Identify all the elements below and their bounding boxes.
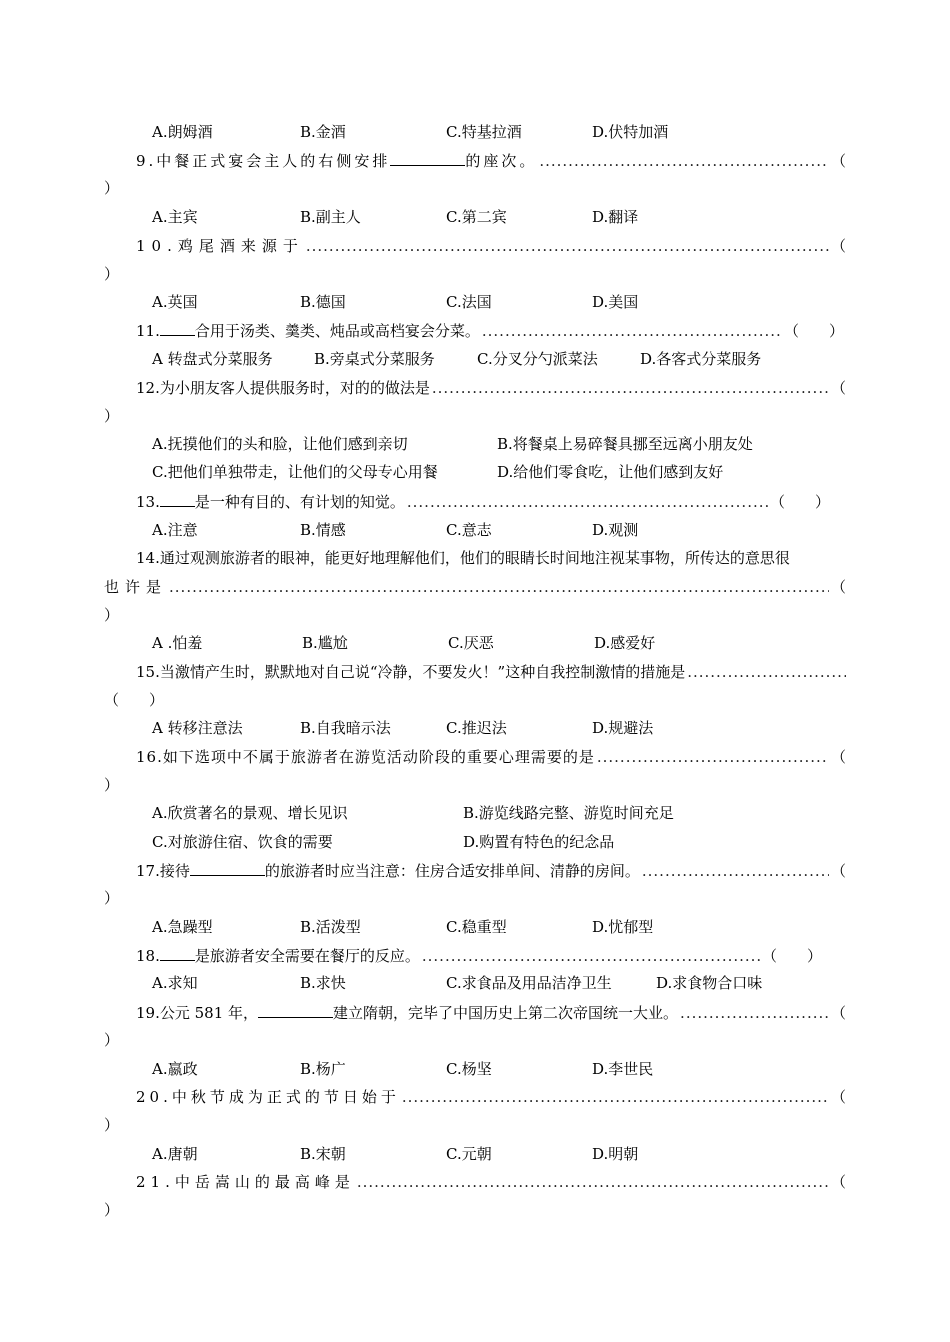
q9-blank (390, 150, 465, 166)
q14-text-line2: 也许是 (104, 578, 168, 596)
q16-option-a: A.欣赏著名的景观、增长见识 (152, 804, 348, 822)
q11-option-c: C.分叉分勺派菜法 (477, 350, 598, 368)
q19-option-d: D.李世民 (592, 1060, 654, 1078)
q18-leader (422, 946, 760, 966)
q19-option-b: B.杨广 (300, 1060, 346, 1078)
q19-option-a: A.嬴政 (152, 1060, 198, 1078)
q12-option-a: A.抚摸他们的头和脸，让他们感到亲切 (152, 435, 408, 453)
q14-leader (169, 577, 829, 597)
q16-option-b: B.游览线路完整、游览时间充足 (463, 804, 674, 822)
q20-text: 20.中秋节成为正式的节日始于 (136, 1088, 400, 1106)
q15-option-c: C.推迟法 (446, 719, 507, 737)
q17-paren-close: ） (104, 889, 120, 907)
q11-paren: （ ） (783, 322, 844, 340)
q17-blank (190, 860, 265, 876)
q19-paren-close: ） (104, 1031, 120, 1049)
q20-option-a: A.唐朝 (152, 1145, 198, 1163)
q11-option-d: D.各客式分菜服务 (640, 350, 762, 368)
q21-leader (357, 1172, 829, 1192)
q19-text: 19.公元 581 年， 建立隋朝，完毕了中国历史上第二次帝国统一大业。 (136, 1004, 679, 1022)
q12-paren-open: （ (830, 379, 846, 397)
q9-question (136, 150, 846, 170)
q12-option-c: C.把他们单独带走，让他们的父母专心用餐 (152, 463, 438, 481)
q15-question (136, 662, 848, 682)
q19-option-c: C.杨坚 (446, 1060, 492, 1078)
q21-text: 21.中岳嵩山的最高峰是 (136, 1173, 355, 1191)
q12-leader (432, 378, 829, 398)
q9-paren-open: （ (830, 152, 846, 170)
q18-blank (160, 945, 195, 961)
q12-option-b: B.将餐桌上易碎餐具挪至远离小朋友处 (497, 435, 753, 453)
q11-leader (482, 321, 782, 341)
q15-option-d: D.规避法 (592, 719, 654, 737)
q11-blank (160, 320, 195, 336)
q14-option-a: A .怕羞 (152, 634, 203, 652)
q17-option-a: A.急躁型 (152, 918, 213, 936)
q17-option-d: D.忧郁型 (592, 918, 654, 936)
q14-paren-close: ） (104, 606, 120, 624)
q13-blank (160, 491, 195, 507)
q16-paren-close: ） (104, 776, 120, 794)
q13-option-b: B.情感 (300, 521, 346, 539)
q8-option-c: C.特基拉酒 (446, 123, 522, 141)
q13-option-a: A.注意 (152, 521, 198, 539)
q17-option-c: C.稳重型 (446, 918, 507, 936)
q18-option-d: D.求食物合口味 (656, 974, 763, 992)
q12-question (136, 378, 846, 398)
q10-leader (306, 236, 829, 256)
q18-option-c: C.求食品及用品洁净卫生 (446, 974, 612, 992)
q13-leader (407, 492, 768, 512)
q20-option-d: D.明朝 (592, 1145, 639, 1163)
q19-leader (680, 1003, 829, 1023)
q16-option-c: C.对旅游住宿、饮食的需要 (152, 833, 333, 851)
q9-option-a: A.主宾 (152, 208, 198, 226)
q9-option-b: B.副主人 (300, 208, 361, 226)
q15-option-a: A 转移注意法 (152, 719, 243, 737)
q11-question (136, 320, 844, 340)
q16-paren-open: （ (830, 748, 846, 766)
q14-paren-open: （ (830, 578, 846, 596)
q15-paren: （ ） (104, 691, 165, 709)
q17-leader (642, 861, 829, 881)
q9-option-d: D.翻译 (592, 208, 639, 226)
q18-question (136, 945, 822, 965)
q9-leader (539, 151, 829, 171)
q10-question (136, 236, 846, 256)
q14-question (104, 577, 846, 597)
q18-option-b: B.求快 (300, 974, 346, 992)
q16-option-d: D.购置有特色的纪念品 (463, 833, 615, 851)
q21-paren-open: （ (830, 1173, 846, 1191)
q16-leader (597, 747, 829, 767)
q8-option-a: A.朗姆酒 (152, 123, 213, 141)
q13-option-c: C.意志 (446, 521, 492, 539)
q10-option-b: B.德国 (300, 293, 346, 311)
q18-paren: （ ） (761, 947, 822, 965)
q13-question (136, 491, 830, 511)
q10-text: 10.鸡尾酒来源于 (136, 237, 304, 255)
q12-text: 12.为小朋友客人提供服务时，对的的做法是 (136, 379, 430, 397)
q13-option-d: D.观测 (592, 521, 639, 539)
q19-paren-open: （ (830, 1004, 846, 1022)
q14-text-line1: 14.通过观测旅游者的眼神，能更好地理解他们，他们的眼睛长时间地注视某事物，所传达的意思很 (136, 549, 790, 567)
q16-text: 16.如下选项中不属于旅游者在游览活动阶段的重要心理需要的是 (136, 748, 595, 766)
q13-text: 13. 是一种有目的、有计划的知觉。 (136, 493, 405, 511)
q9-paren-close: ） (104, 179, 120, 197)
q10-paren-open: （ (830, 237, 846, 255)
q15-option-b: B.自我暗示法 (300, 719, 391, 737)
q9-text: 9.中餐正式宴会主人的右侧安排 的座次。 (136, 152, 538, 170)
q20-paren-close: ） (104, 1116, 120, 1134)
q18-text: 18. 是旅游者安全需要在餐厅的反应。 (136, 947, 420, 965)
q20-leader (402, 1087, 829, 1107)
q17-question (136, 860, 846, 880)
q14-option-c: C.厌恶 (448, 634, 494, 652)
q20-question (136, 1087, 846, 1107)
q11-option-b: B.旁桌式分菜服务 (314, 350, 435, 368)
q13-paren: （ ） (769, 493, 830, 511)
q21-paren-close: ） (104, 1201, 120, 1219)
q14-option-b: B.尴尬 (302, 634, 348, 652)
q16-question (136, 747, 846, 767)
q10-option-a: A.英国 (152, 293, 198, 311)
q9-option-c: C.第二宾 (446, 208, 507, 226)
q19-question (136, 1002, 846, 1022)
q10-paren-close: ） (104, 265, 120, 283)
q10-option-d: D.美国 (592, 293, 639, 311)
q18-option-a: A.求知 (152, 974, 198, 992)
q20-option-b: B.宋朝 (300, 1145, 346, 1163)
q10-option-c: C.法国 (446, 293, 492, 311)
q15-leader (687, 662, 846, 682)
q19-blank (258, 1002, 333, 1018)
q17-paren-open: （ (830, 862, 846, 880)
q17-option-b: B.活泼型 (300, 918, 361, 936)
q12-option-d: D.给他们零食吃，让他们感到友好 (497, 463, 724, 481)
q8-option-b: B.金酒 (300, 123, 346, 141)
q12-paren-close: ） (104, 407, 120, 425)
q17-text: 17.接待 的旅游者时应当注意：住房合适安排单间、清静的房间。 (136, 862, 640, 880)
q15-text: 15.当激情产生时，默默地对自己说“冷静，不要发火！”这种自我控制激情的措施是 (136, 663, 686, 681)
q14-option-d: D.感爱好 (594, 634, 656, 652)
q8-option-d: D.伏特加酒 (592, 123, 669, 141)
q11-option-a: A 转盘式分菜服务 (152, 350, 273, 368)
q20-paren-open: （ (830, 1088, 846, 1106)
q20-option-c: C.元朝 (446, 1145, 492, 1163)
q11-text: 11. 合用于汤类、羹类、炖品或高档宴会分菜。 (136, 322, 480, 340)
q21-question (136, 1172, 846, 1192)
